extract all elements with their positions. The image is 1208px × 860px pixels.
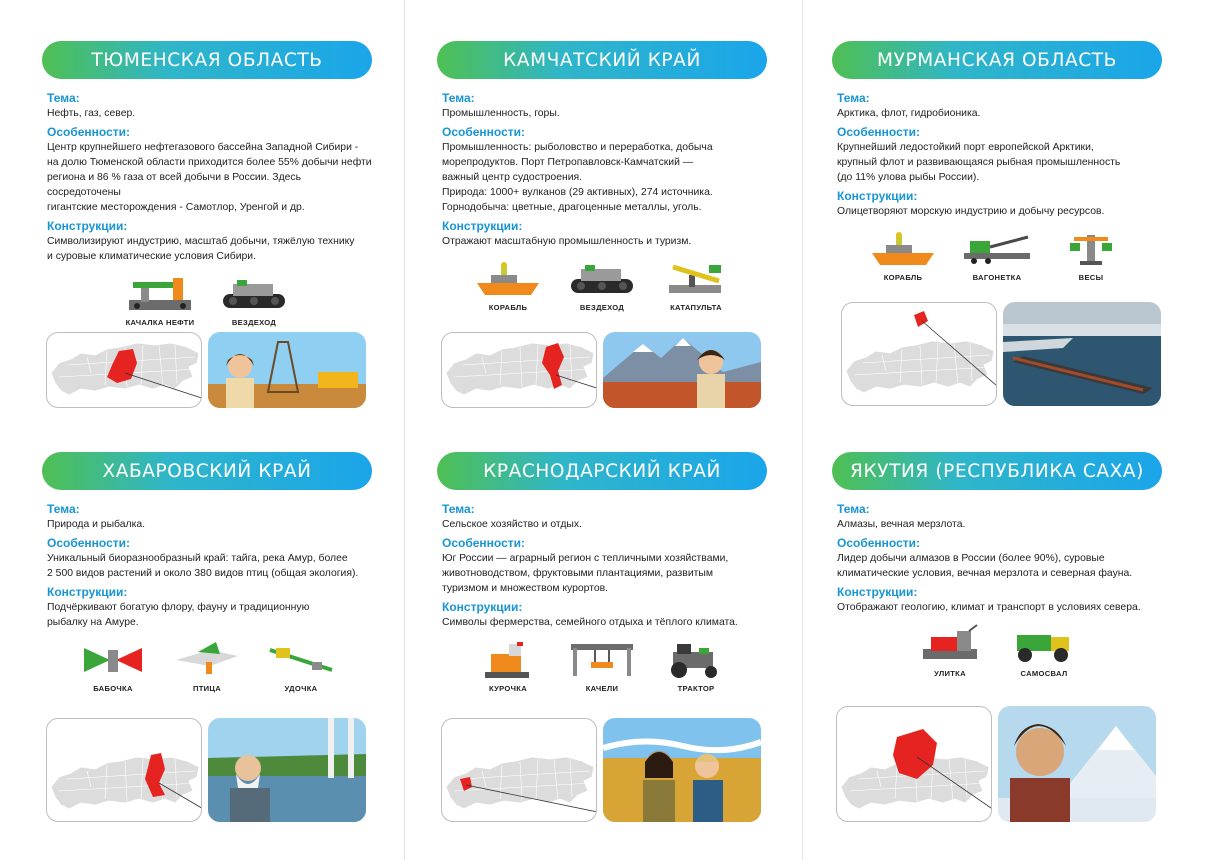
- region-visuals: [836, 706, 1156, 822]
- lego-models-row: [42, 638, 372, 693]
- region-illustration: [208, 332, 366, 408]
- region-title-banner: ТЮМЕНСКАЯ ОБЛАСТЬ: [42, 41, 372, 79]
- theme-text: Промышленность, горы.: [442, 108, 560, 119]
- features-line: важный центр судостроения.: [442, 172, 583, 183]
- column-divider: [404, 0, 405, 860]
- lego-model-snail: [910, 623, 990, 678]
- lego-model-all-terrain: [562, 257, 642, 312]
- region-illustration: [208, 718, 366, 822]
- region-title-banner: ЯКУТИЯ (РЕСПУБЛИКА САХА): [832, 452, 1162, 490]
- features-line: (до 11% улова рыбы России).: [837, 172, 980, 183]
- section-label-theme: Тема:: [47, 502, 80, 516]
- model-caption: КАТАПУЛЬТА: [670, 303, 722, 312]
- constructions-line: Олицетворяют морскую индустрию и добычу ресурсов.: [837, 206, 1105, 217]
- russia-map: [46, 332, 202, 408]
- features-line: 2 500 видов растений и около 380 видов птиц (общая экология).: [47, 568, 359, 579]
- model-caption: САМОСВАЛ: [1020, 669, 1068, 678]
- region-photo: [1003, 302, 1161, 406]
- region-title-banner: КАМЧАТСКИЙ КРАЙ: [437, 41, 767, 79]
- constructions-line: и суровые климатические условия Сибири.: [47, 251, 256, 262]
- features-line: морепродуктов. Порт Петропавловск-Камчатский —: [442, 157, 694, 168]
- section-label-theme: Тема:: [47, 91, 80, 105]
- lego-models-row: [42, 272, 372, 327]
- region-card-khabarovsk: [42, 452, 372, 693]
- model-caption: ТРАКТОР: [677, 684, 715, 693]
- lego-model-fishing-rod: [261, 638, 341, 693]
- lego-model-butterfly: [73, 638, 153, 693]
- lego-model-dump-truck: [1004, 623, 1084, 678]
- model-caption: КОРАБЛЬ: [488, 303, 528, 312]
- model-caption: КОРАБЛЬ: [883, 273, 923, 282]
- region-visuals: [46, 332, 366, 408]
- model-caption: УДОЧКА: [284, 684, 318, 693]
- constructions-line: Подчёркивают богатую флору, фауну и традиционную: [47, 602, 310, 613]
- section-label-features: Особенности:: [47, 125, 131, 139]
- section-label-constructions: Конструкции:: [837, 189, 918, 203]
- column-divider: [802, 0, 803, 860]
- section-label-features: Особенности:: [47, 536, 131, 550]
- lego-model-bird: [167, 638, 247, 693]
- region-visuals: [46, 718, 366, 822]
- lego-model-catapult: [656, 257, 736, 312]
- features-line: Крупнейший ледостойкий порт европейской Арктики,: [837, 142, 1094, 153]
- lego-models-row: [437, 257, 767, 312]
- model-caption: УЛИТКА: [934, 669, 966, 678]
- lego-models-row: [437, 638, 767, 693]
- features-line: Уникальный биоразнообразный край: тайга, река Амур, более: [47, 553, 348, 564]
- features-line: региона и 86 % газа от всей добычи в России. Здесь сосредоточены: [47, 172, 302, 198]
- model-caption: ВЕЗДЕХОД: [231, 318, 277, 327]
- features-line: климатические условия, вечная мерзлота и северная фауна.: [837, 568, 1133, 579]
- section-label-constructions: Конструкции:: [837, 585, 918, 599]
- theme-text: Природа и рыбалка.: [47, 519, 146, 530]
- russia-map: [46, 718, 202, 822]
- region-visuals: [441, 332, 761, 408]
- features-line: на долю Тюменской области приходится более 55% добычи нефти: [47, 157, 372, 168]
- section-label-features: Особенности:: [837, 125, 921, 139]
- region-card-yakutia: [832, 452, 1162, 678]
- features-line: животноводством, фруктовыми плантациями, развитым: [442, 568, 713, 579]
- region-visuals: [841, 302, 1161, 406]
- features-line: крупный флот и развивающаяся рыбная промышленность: [837, 157, 1121, 168]
- features-line: Природа: 1000+ вулканов (29 активных), 274 источника.: [442, 187, 713, 198]
- russia-map: [841, 302, 997, 406]
- section-label-features: Особенности:: [442, 125, 526, 139]
- model-caption: КАЧЕЛИ: [585, 684, 619, 693]
- section-label-features: Особенности:: [837, 536, 921, 550]
- lego-model-tractor: [656, 638, 736, 693]
- region-card-tyumen: [42, 41, 372, 327]
- theme-text: Сельское хозяйство и отдых.: [442, 519, 582, 530]
- constructions-line: рыбалку на Амуре.: [47, 617, 139, 628]
- region-card-kamchatka: [437, 41, 767, 312]
- features-line: туризмом и множеством курортов.: [442, 583, 609, 594]
- russia-map: [836, 706, 992, 822]
- region-title-banner: ХАБАРОВСКИЙ КРАЙ: [42, 452, 372, 490]
- features-line: Центр крупнейшего нефтегазового бассейна Западной Сибири -: [47, 142, 359, 153]
- lego-model-ship: [468, 257, 548, 312]
- features-line: Горнодобыча: цветные, драгоценные металлы, уголь.: [442, 202, 702, 213]
- region-illustration: [603, 332, 761, 408]
- section-label-theme: Тема:: [837, 91, 870, 105]
- model-caption: КУРОЧКА: [489, 684, 527, 693]
- model-caption: ВЕСЫ: [1078, 273, 1104, 282]
- theme-text: Алмазы, вечная мерзлота.: [837, 519, 966, 530]
- lego-model-hen: [468, 638, 548, 693]
- section-label-features: Особенности:: [442, 536, 526, 550]
- lego-models-row: [832, 227, 1162, 282]
- features-line: Лидер добычи алмазов в России (более 90%), суровые: [837, 553, 1105, 564]
- region-title-banner: МУРМАНСКАЯ ОБЛАСТЬ: [832, 41, 1162, 79]
- model-caption: БАБОЧКА: [93, 684, 133, 693]
- theme-text: Арктика, флот, гидробионика.: [837, 108, 981, 119]
- section-label-constructions: Конструкции:: [47, 585, 128, 599]
- section-label-constructions: Конструкции:: [442, 600, 523, 614]
- lego-model-swing: [562, 638, 642, 693]
- features-line: Юг России — аграрный регион с тепличными хозяйствами,: [442, 553, 729, 564]
- section-label-constructions: Конструкции:: [442, 219, 523, 233]
- russia-map: [441, 332, 597, 408]
- region-illustration: [603, 718, 761, 822]
- section-label-constructions: Конструкции:: [47, 219, 128, 233]
- region-card-krasnodar: [437, 452, 767, 693]
- lego-models-row: [832, 623, 1162, 678]
- section-label-theme: Тема:: [442, 91, 475, 105]
- lego-model-wagon: [957, 227, 1037, 282]
- russia-map: [441, 718, 597, 822]
- model-caption: ПТИЦА: [192, 684, 222, 693]
- region-illustration: [998, 706, 1156, 822]
- section-label-theme: Тема:: [837, 502, 870, 516]
- constructions-line: Отражают масштабную промышленность и туризм.: [442, 236, 692, 247]
- lego-model-all-terrain: [214, 272, 294, 327]
- model-caption: ВАГОНЕТКА: [972, 273, 1022, 282]
- features-line: гигантские месторождения - Самотлор, Уренгой и др.: [47, 202, 305, 213]
- constructions-line: Отображают геологию, климат и транспорт в условиях севера.: [837, 602, 1141, 613]
- constructions-line: Символы фермерства, семейного отдыха и тёплого климата.: [442, 617, 738, 628]
- region-visuals: [441, 718, 761, 822]
- lego-model-scales: [1051, 227, 1131, 282]
- features-line: Промышленность: рыболовство и переработка, добыча: [442, 142, 713, 153]
- lego-model-oil-pump: [120, 272, 200, 327]
- model-caption: КАЧАЛКА НЕФТИ: [125, 318, 195, 327]
- region-title-banner: КРАСНОДАРСКИЙ КРАЙ: [437, 452, 767, 490]
- constructions-line: Символизируют индустрию, масштаб добычи, тяжёлую технику: [47, 236, 355, 247]
- region-card-murmansk: [832, 41, 1162, 282]
- section-label-theme: Тема:: [442, 502, 475, 516]
- theme-text: Нефть, газ, север.: [47, 108, 136, 119]
- model-caption: ВЕЗДЕХОД: [579, 303, 625, 312]
- lego-model-ship: [863, 227, 943, 282]
